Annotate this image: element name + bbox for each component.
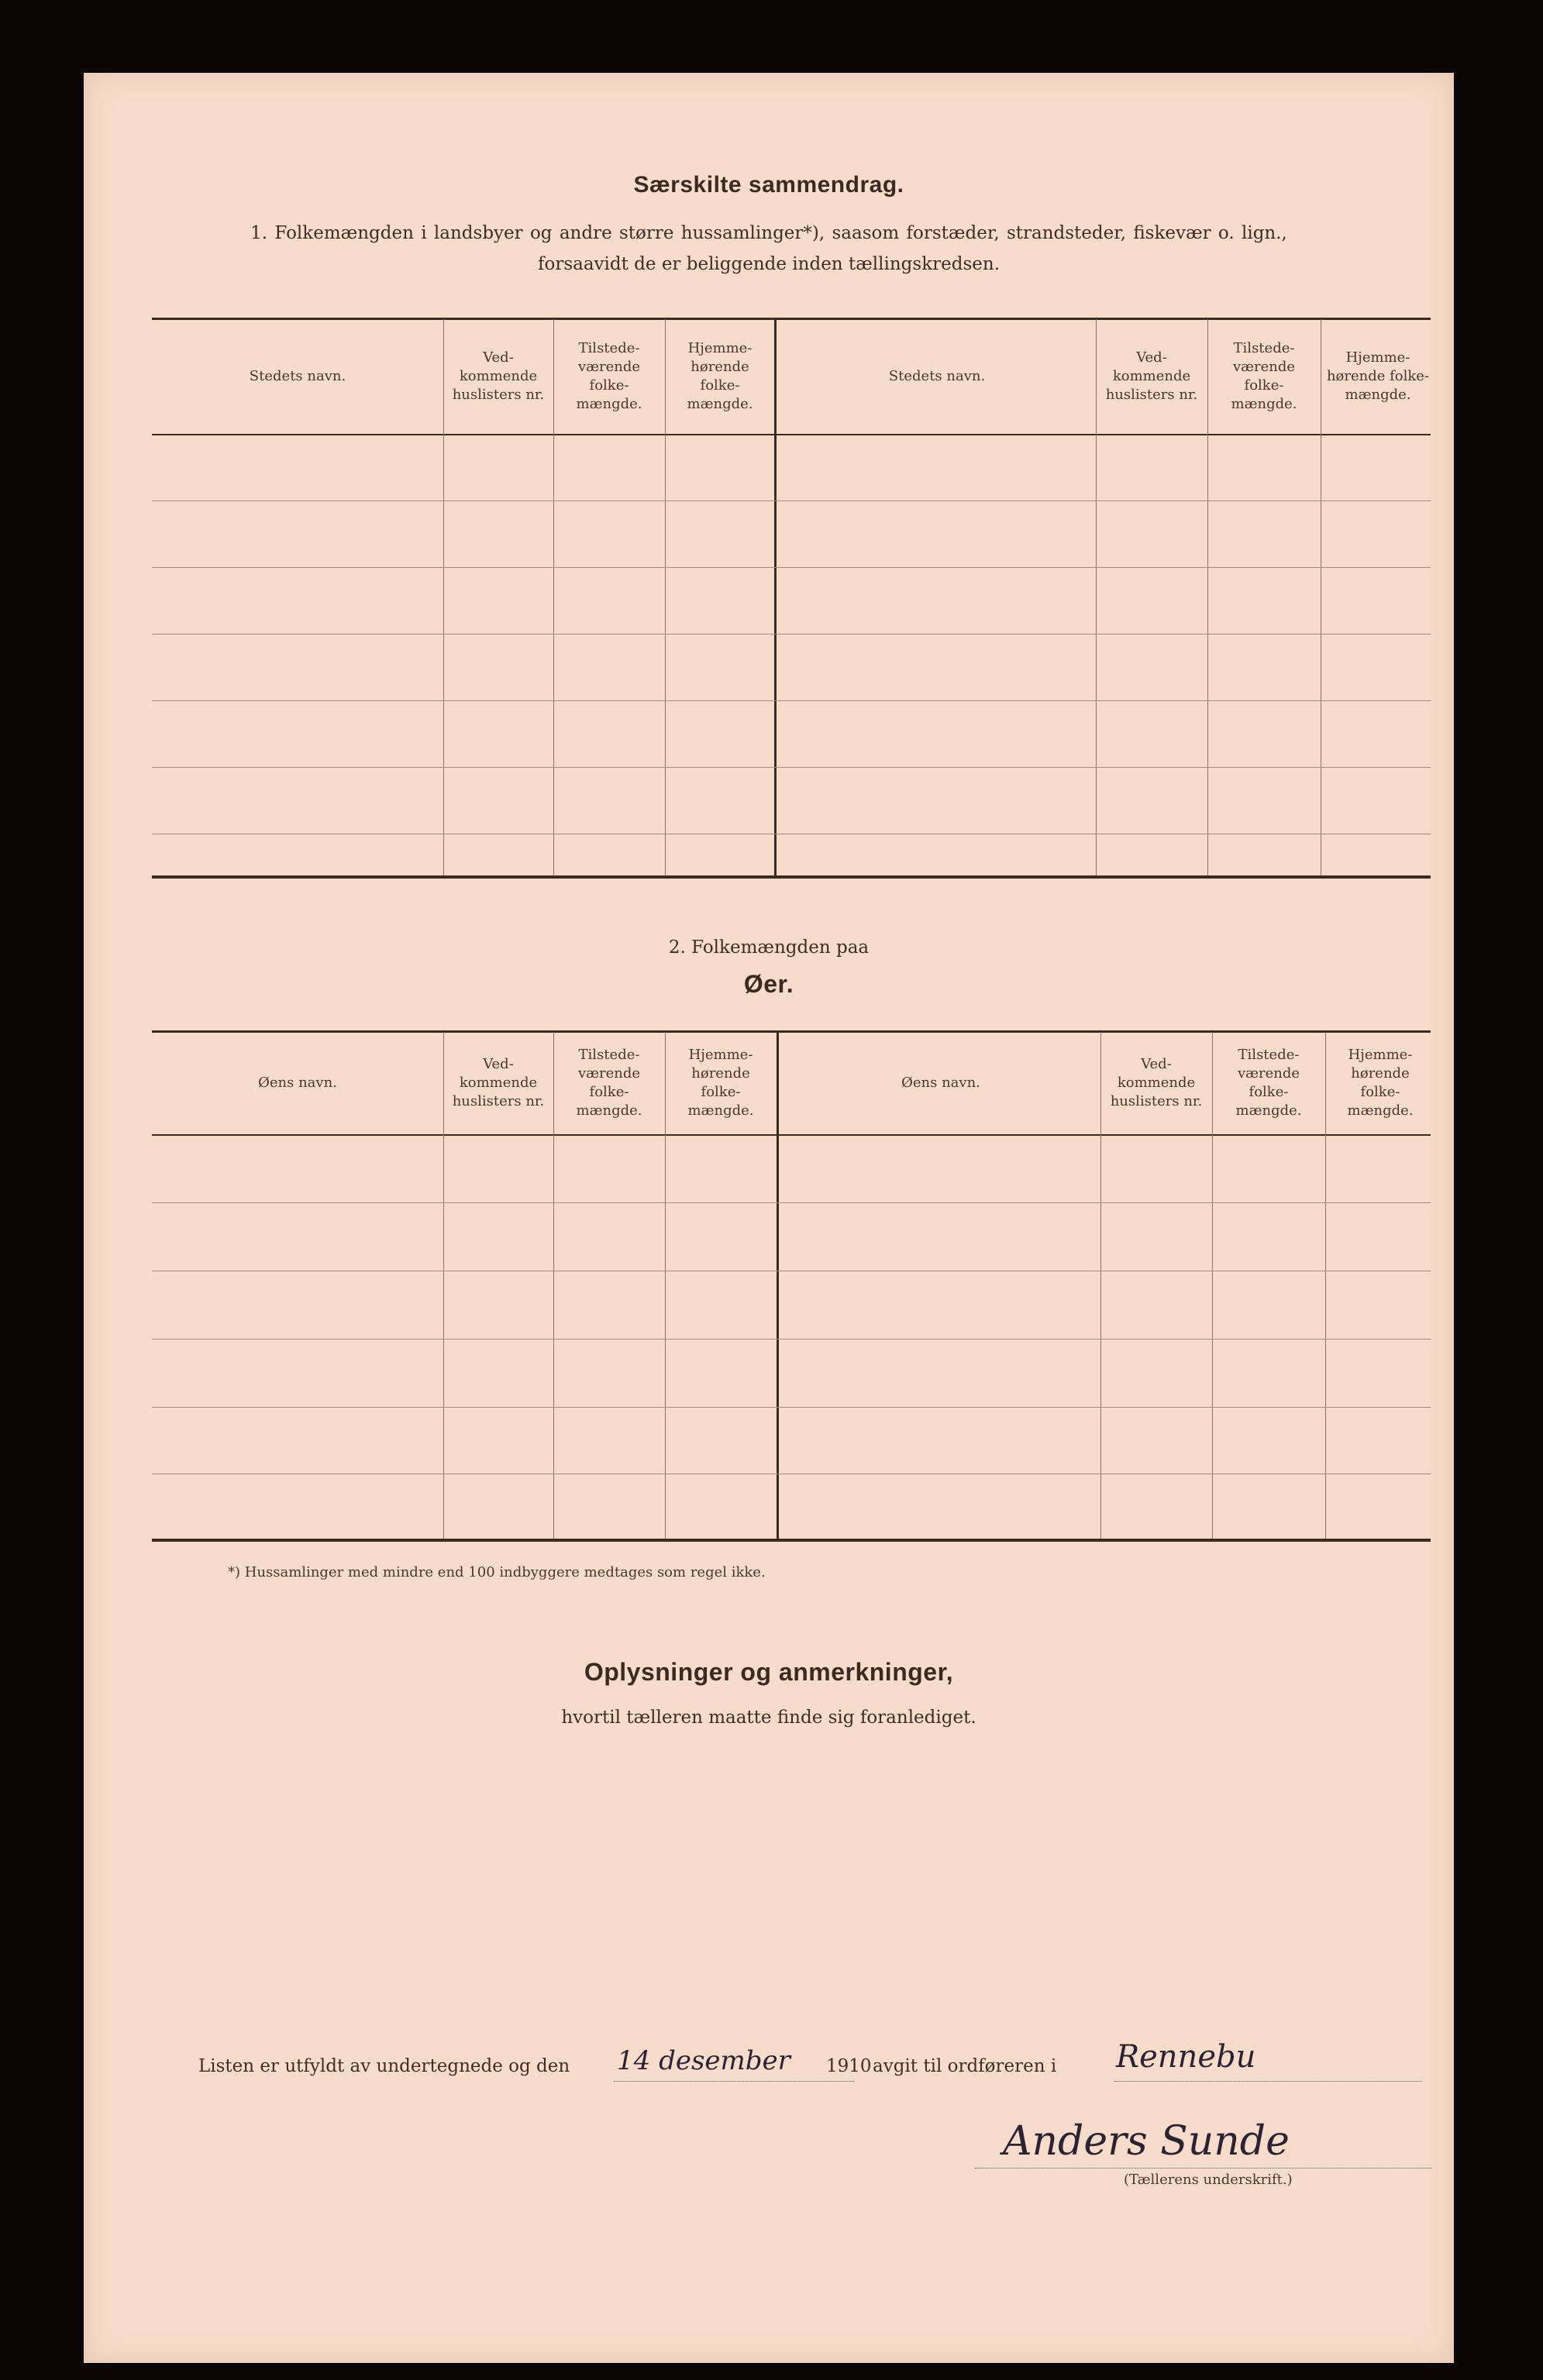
remarks-subtitle: hvortil tælleren maatte finde sig foranlediget.: [561, 1708, 976, 1728]
column-header: Ved-kommende huslisters nr.: [1110, 1056, 1203, 1109]
table1-center-divider: [774, 319, 777, 875]
column-header: Øens navn.: [258, 1075, 337, 1091]
table2-row-line: [152, 1202, 1431, 1203]
table2-bottom-rule: [152, 1539, 1431, 1542]
completion-statement-prefix: Listen er utfyldt av undertegnede og den: [198, 2056, 570, 2076]
table2-top-rule: [152, 1030, 1431, 1033]
column-header: Hjemme-hørende folke-mængde.: [687, 1047, 754, 1119]
table1-row-line: [152, 700, 1431, 701]
census-form-page: [84, 73, 1454, 2363]
section2-subheading: Øer.: [743, 970, 794, 998]
handwritten-place: Rennebu: [1116, 2039, 1256, 2075]
table2-divider: [1100, 1032, 1101, 1539]
column-header: Stedets navn.: [888, 368, 986, 384]
table1-divider: [1207, 319, 1208, 875]
column-header: Tilstede-værende folke-mængde.: [1235, 1047, 1302, 1119]
table1-divider: [665, 319, 666, 875]
column-header: Stedets navn.: [249, 368, 346, 384]
table2-row-line: [152, 1407, 1431, 1408]
table2-divider: [443, 1032, 444, 1539]
table2-divider: [1212, 1032, 1213, 1539]
date-line: [614, 2081, 854, 2082]
place-line: [1114, 2081, 1421, 2082]
column-header: Hjemme-hørende folke-mængde.: [1326, 349, 1430, 403]
table2-row-line: [152, 1339, 1431, 1340]
table1-row-line: [152, 500, 1431, 501]
section1-heading-line1: 1. Folkemængden i landsbyer og andre større hussamlinger*), saasom forstæder, strandsteder, fiskevær o. lign.,: [250, 223, 1287, 243]
table2-divider: [1325, 1032, 1326, 1539]
table1-row-line: [152, 634, 1431, 635]
handwritten-date: 14 desember: [617, 2045, 790, 2076]
column-header: Ved-kommende huslisters nr.: [452, 1056, 545, 1109]
page-title: Særskilte sammendrag.: [633, 172, 904, 198]
column-header: Hjemme-hørende folke-mængde.: [1347, 1047, 1414, 1119]
table1-row-line: [152, 567, 1431, 568]
column-header: Ved-kommende huslisters nr.: [452, 349, 545, 403]
year: 1910: [826, 2056, 872, 2076]
column-header: Tilstede-værende folke-mængde.: [576, 1047, 642, 1119]
handwritten-signature: Anders Sunde: [1003, 2118, 1290, 2165]
table1-divider: [553, 319, 554, 875]
column-header: Tilstede-værende folke-mængde.: [1231, 340, 1297, 412]
completion-statement-middle: avgit til ordføreren i: [873, 2056, 1057, 2076]
signature-caption: (Tællerens underskrift.): [1124, 2172, 1293, 2188]
column-header: Hjemme-hørende folke-mængde.: [687, 340, 753, 412]
column-header: Ved-kommende huslisters nr.: [1105, 349, 1198, 403]
table2-divider: [553, 1032, 554, 1539]
footnote: *) Hussamlinger med mindre end 100 indbyggere medtages som regel ikke.: [228, 1564, 766, 1580]
table2-header-rule: [152, 1134, 1431, 1136]
table1-top-rule: [152, 318, 1431, 320]
section1-heading-line2: forsaavidt de er beliggende inden tællingskredsen.: [537, 254, 1001, 274]
table2-center-divider: [777, 1032, 779, 1539]
table2-divider: [665, 1032, 666, 1539]
column-header: Øens navn.: [901, 1075, 980, 1091]
column-header: Tilstede-værende folke-mængde.: [576, 340, 642, 412]
table1-divider: [443, 319, 444, 875]
table1-bottom-rule: [152, 875, 1431, 879]
section2-heading: 2. Folkemængden paa: [668, 937, 870, 958]
table1-row-line: [152, 767, 1431, 768]
remarks-title: Oplysninger og anmerkninger,: [584, 1658, 954, 1686]
table1-divider: [1096, 319, 1097, 875]
table1-header-rule: [152, 434, 1431, 435]
